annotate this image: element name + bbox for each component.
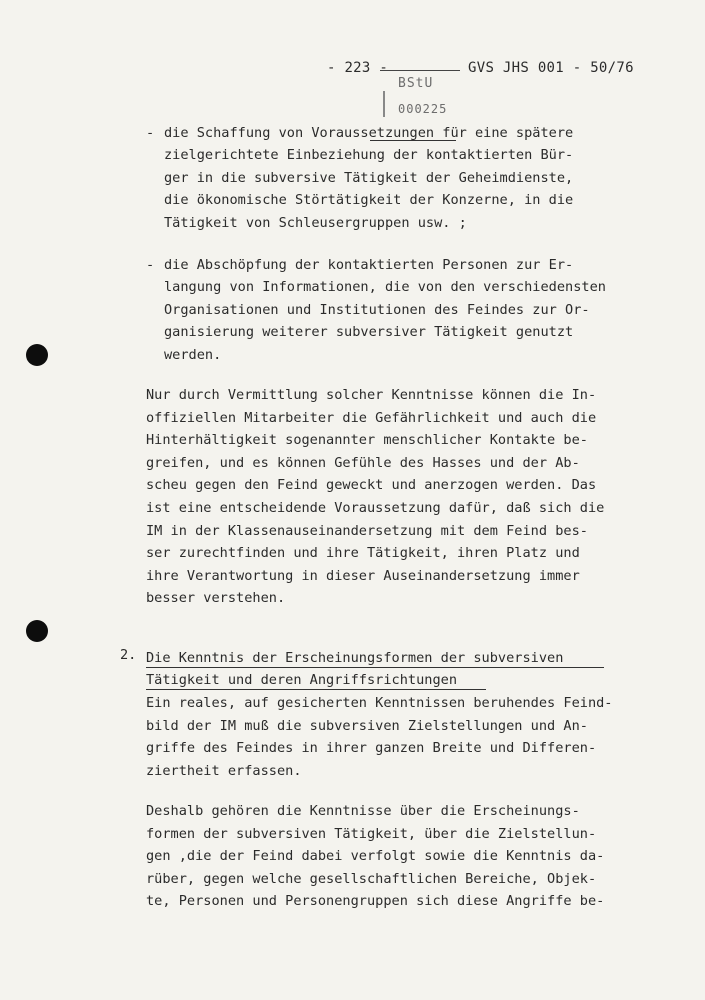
bullet-text: die Abschöpfung der kontaktierten Personen zur Er- langung von Informationen, die von den verschiedensten Organisationen und Institutionen des Feindes zur Or- ganisierung weiterer subversiver Tätigkeit genutzt werden. <box>164 257 606 363</box>
punch-hole <box>26 344 48 366</box>
bullet-marker: - <box>146 125 155 141</box>
section-heading-line: Tätigkeit und deren Angriffsrichtungen <box>146 672 457 688</box>
punch-hole <box>26 620 48 642</box>
section-heading-line: Die Kenntnis der Erscheinungsformen der subversiven <box>146 650 564 666</box>
stamp-mark <box>383 91 385 117</box>
heading-underline <box>146 667 604 668</box>
section-number: 2. <box>120 647 137 663</box>
paragraph: Deshalb gehören die Kenntnisse über die Erscheinungs- formen der subversiven Tätigkeit, über die Zielstellun- gen ,die der Feind dabei verfolgt sowie die Kenntnis da- rüber, gegen welche gesellschaftlichen Bereiche, Objek- te, Personen und Personengruppen sich diese Angriffe be- <box>146 803 605 910</box>
bullet-text: die Schaffung von Voraussetzungen für eine spätere zielgerichtete Einbeziehung der kontaktierten Bür- ger in die subversive Tätigkeit der Geheimdienste, die ökonomische Störtätigkeit der Konzerne, in die Tätigkeit von Schleusergruppen usw. ; <box>164 125 574 231</box>
paragraph: Nur durch Vermittlung solcher Kenntnisse können die In- offiziellen Mitarbeiter die Gefährlichkeit und auch die Hinterhältigkeit sogenannter menschlicher Kontakte be- greifen, und es können Gefühle des Hasses und der Ab- scheu gegen den Feind geweckt und anerzogen werden. Das ist eine entscheidende Voraussetzung dafür, daß sich die IM in der Klassenauseinandersetzung mit dem Feind bes- ser zurechtfinden und ihre Tätigkeit, ihren Platz und ihre Verantwortung in dieser Auseinandersetzung immer besser verstehen. <box>146 387 605 607</box>
heading-underline <box>146 689 486 690</box>
header-rule <box>380 70 460 71</box>
paragraph: Ein reales, auf gesicherten Kenntnissen beruhendes Feind- bild der IM muß die subversiven Zielstellungen und An- griffe des Feindes in ihrer ganzen Breite und Differen- ziertheit erfassen. <box>146 695 613 779</box>
list-item <box>146 122 646 234</box>
list-item <box>146 254 646 366</box>
archive-stamp-number: 000225 <box>398 102 448 116</box>
archive-stamp: BStU <box>398 76 434 91</box>
bullet-marker: - <box>146 257 155 273</box>
document-reference: GVS JHS 001 - 50/76 <box>468 60 634 76</box>
page-number: - 223 - <box>327 60 389 76</box>
